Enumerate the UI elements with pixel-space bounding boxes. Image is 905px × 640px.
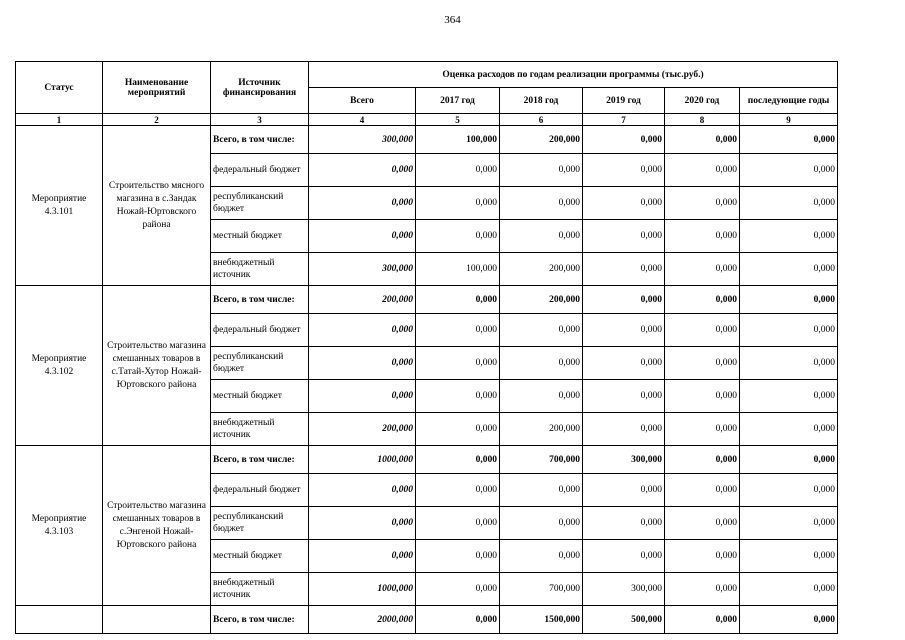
amount-cell: 0,000 [583, 413, 665, 446]
amount-cell: 0,000 [583, 187, 665, 220]
budget-table-container [15, 61, 837, 625]
amount-cell: 0,000 [309, 187, 416, 220]
amount-cell: 0,000 [416, 413, 500, 446]
amount-cell: 0,000 [500, 314, 583, 347]
funding-source: Всего, в том числе: [211, 606, 309, 634]
amount-cell: 200,000 [500, 413, 583, 446]
amount-cell: 0,000 [583, 154, 665, 187]
measure-name [103, 606, 211, 634]
amount-cell: 0,000 [500, 474, 583, 507]
amount-cell: 0,000 [583, 220, 665, 253]
measure-name: Строительство магазина смешанных товаров в с.Татай-Хутор Ножай-Юртовского района [103, 286, 211, 446]
column-number: 3 [211, 114, 309, 126]
amount-cell: 0,000 [583, 286, 665, 314]
amount-cell: 0,000 [583, 314, 665, 347]
amount-cell: 0,000 [416, 606, 500, 634]
column-number: 9 [740, 114, 838, 126]
funding-source: местный бюджет [211, 540, 309, 573]
amount-cell: 0,000 [740, 540, 838, 573]
amount-cell: 0,000 [416, 220, 500, 253]
funding-source: республиканский бюджет [211, 187, 309, 220]
amount-cell: 700,000 [500, 573, 583, 606]
column-number: 6 [500, 114, 583, 126]
amount-cell: 0,000 [665, 507, 740, 540]
amount-cell: 0,000 [665, 286, 740, 314]
amount-cell: 0,000 [740, 220, 838, 253]
amount-cell: 0,000 [500, 154, 583, 187]
amount-cell: 0,000 [500, 540, 583, 573]
amount-cell: 700,000 [500, 446, 583, 474]
amount-cell: 100,000 [416, 126, 500, 154]
amount-cell: 0,000 [500, 507, 583, 540]
amount-cell: 300,000 [309, 253, 416, 286]
amount-cell: 0,000 [500, 380, 583, 413]
amount-cell: 0,000 [665, 154, 740, 187]
amount-cell: 500,000 [583, 606, 665, 634]
amount-cell: 0,000 [416, 286, 500, 314]
header-year: последующие годы [740, 88, 838, 114]
measure-name: Строительство мясного магазина в с.Зандак Ножай-Юртовского района [103, 126, 211, 286]
amount-cell: 0,000 [583, 540, 665, 573]
amount-cell: 0,000 [665, 573, 740, 606]
funding-source: внебюджетный источник [211, 413, 309, 446]
amount-cell: 0,000 [740, 380, 838, 413]
measure-name: Строительство магазина смешанных товаров в с.Энгеной Ножай-Юртовского района [103, 446, 211, 606]
amount-cell: 200,000 [500, 126, 583, 154]
amount-cell: 0,000 [416, 380, 500, 413]
amount-cell: 0,000 [309, 314, 416, 347]
amount-cell: 0,000 [309, 474, 416, 507]
table-row [16, 446, 838, 474]
amount-cell: 0,000 [665, 347, 740, 380]
column-number: 2 [103, 114, 211, 126]
amount-cell: 0,000 [500, 347, 583, 380]
amount-cell: 0,000 [583, 474, 665, 507]
amount-cell: 0,000 [416, 474, 500, 507]
amount-cell: 0,000 [309, 154, 416, 187]
amount-cell: 0,000 [309, 220, 416, 253]
amount-cell: 0,000 [500, 220, 583, 253]
amount-cell: 0,000 [740, 507, 838, 540]
amount-cell: 0,000 [416, 540, 500, 573]
column-number: 5 [416, 114, 500, 126]
amount-cell: 0,000 [583, 347, 665, 380]
amount-cell: 0,000 [740, 474, 838, 507]
amount-cell: 0,000 [309, 380, 416, 413]
funding-source: местный бюджет [211, 380, 309, 413]
amount-cell: 0,000 [665, 606, 740, 634]
amount-cell: 0,000 [665, 314, 740, 347]
funding-source: Всего, в том числе: [211, 446, 309, 474]
amount-cell: 0,000 [500, 187, 583, 220]
amount-cell: 0,000 [665, 126, 740, 154]
amount-cell: 0,000 [309, 540, 416, 573]
amount-cell: 0,000 [416, 446, 500, 474]
measure-status: Мероприятие 4.3.101 [16, 126, 103, 286]
amount-cell: 0,000 [740, 126, 838, 154]
amount-cell: 0,000 [309, 347, 416, 380]
header-estimate: Оценка расходов по годам реализации программы (тыс.руб.) [309, 62, 838, 88]
funding-source: внебюджетный источник [211, 253, 309, 286]
amount-cell: 0,000 [416, 573, 500, 606]
amount-cell: 0,000 [740, 187, 838, 220]
column-number: 7 [583, 114, 665, 126]
amount-cell: 0,000 [665, 220, 740, 253]
header-year: 2019 год [583, 88, 665, 114]
amount-cell: 0,000 [665, 413, 740, 446]
amount-cell: 1500,000 [500, 606, 583, 634]
funding-source: внебюджетный источник [211, 573, 309, 606]
header-source: Источник финансирования [211, 62, 309, 114]
table-row [16, 126, 838, 154]
amount-cell: 300,000 [583, 446, 665, 474]
amount-cell: 0,000 [665, 380, 740, 413]
amount-cell: 1000,000 [309, 446, 416, 474]
header-name: Наименование мероприятий [103, 62, 211, 114]
page-number: 364 [444, 14, 461, 26]
amount-cell: 0,000 [309, 507, 416, 540]
amount-cell: 0,000 [665, 187, 740, 220]
amount-cell: 200,000 [500, 286, 583, 314]
amount-cell: 100,000 [416, 253, 500, 286]
amount-cell: 0,000 [740, 253, 838, 286]
funding-source: федеральный бюджет [211, 474, 309, 507]
column-number: 1 [16, 114, 103, 126]
funding-source: республиканский бюджет [211, 507, 309, 540]
header-year: 2018 год [500, 88, 583, 114]
amount-cell: 0,000 [665, 253, 740, 286]
header-year: 2020 год [665, 88, 740, 114]
header-status: Статус [16, 62, 103, 114]
amount-cell: 2000,000 [309, 606, 416, 634]
measure-status: Мероприятие 4.3.102 [16, 286, 103, 446]
amount-cell: 0,000 [416, 187, 500, 220]
amount-cell: 0,000 [740, 154, 838, 187]
amount-cell: 0,000 [583, 126, 665, 154]
amount-cell: 1000,000 [309, 573, 416, 606]
amount-cell: 0,000 [740, 606, 838, 634]
amount-cell: 0,000 [583, 507, 665, 540]
amount-cell: 200,000 [309, 413, 416, 446]
funding-source: федеральный бюджет [211, 314, 309, 347]
funding-source: Всего, в том числе: [211, 286, 309, 314]
amount-cell: 0,000 [416, 314, 500, 347]
amount-cell: 300,000 [583, 573, 665, 606]
amount-cell: 0,000 [740, 413, 838, 446]
funding-source: местный бюджет [211, 220, 309, 253]
amount-cell: 0,000 [665, 540, 740, 573]
amount-cell: 0,000 [416, 347, 500, 380]
table-row [16, 606, 838, 634]
amount-cell: 0,000 [740, 347, 838, 380]
amount-cell: 300,000 [309, 126, 416, 154]
funding-source: Всего, в том числе: [211, 126, 309, 154]
amount-cell: 0,000 [416, 507, 500, 540]
measure-status: Мероприятие 4.3.103 [16, 446, 103, 606]
amount-cell: 200,000 [309, 286, 416, 314]
amount-cell: 0,000 [583, 253, 665, 286]
amount-cell: 0,000 [665, 474, 740, 507]
amount-cell: 200,000 [500, 253, 583, 286]
table-row [16, 286, 838, 314]
header-year: Всего [309, 88, 416, 114]
header-year: 2017 год [416, 88, 500, 114]
amount-cell: 0,000 [740, 446, 838, 474]
amount-cell: 0,000 [665, 446, 740, 474]
amount-cell: 0,000 [740, 314, 838, 347]
column-number: 4 [309, 114, 416, 126]
measure-status [16, 606, 103, 634]
funding-source: федеральный бюджет [211, 154, 309, 187]
amount-cell: 0,000 [416, 154, 500, 187]
budget-table [15, 61, 838, 634]
funding-source: республиканский бюджет [211, 347, 309, 380]
amount-cell: 0,000 [740, 573, 838, 606]
amount-cell: 0,000 [583, 380, 665, 413]
amount-cell: 0,000 [740, 286, 838, 314]
table-body [16, 126, 838, 634]
column-number: 8 [665, 114, 740, 126]
